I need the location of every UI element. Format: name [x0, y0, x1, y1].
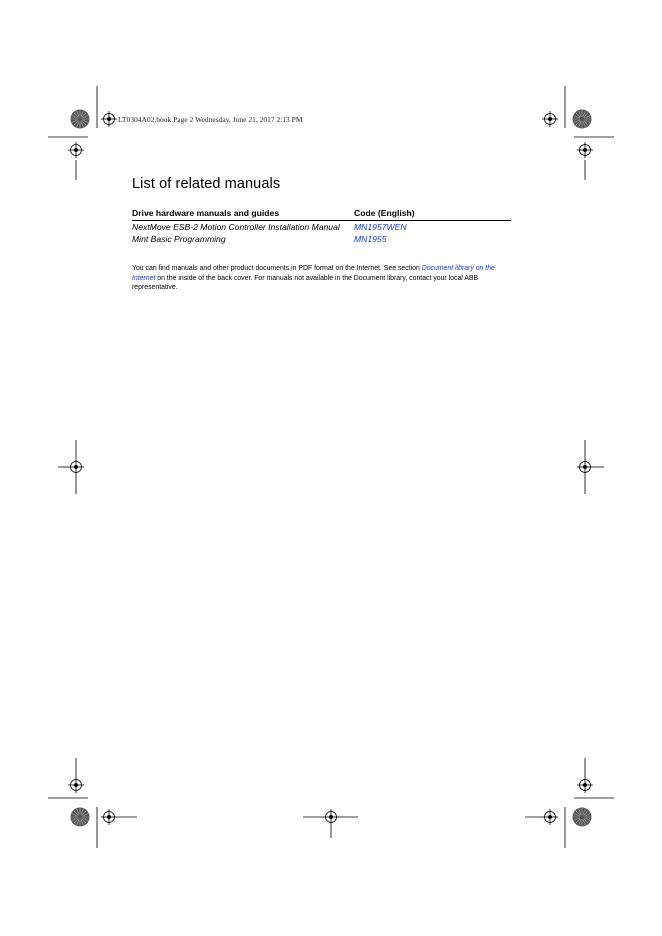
registration-crosshair	[68, 459, 84, 475]
registration-crosshair	[577, 459, 593, 475]
color-registration-mark	[71, 110, 90, 129]
document-library-link[interactable]: Document library on the Internet	[132, 265, 495, 282]
registration-crosshair	[577, 142, 593, 158]
registration-crosshair	[101, 111, 117, 127]
registration-crosshair	[577, 777, 593, 793]
note-text-after: on the inside of the back cover. For manuals not available in the Document library, contact your local ABB representative.	[132, 274, 479, 291]
registration-crosshair	[542, 111, 558, 127]
manual-code-link[interactable]: MN1955	[354, 234, 387, 244]
manual-code-link[interactable]: MN1957WEN	[354, 222, 407, 232]
crop-mark	[48, 86, 97, 137]
column-header-manual: Drive hardware manuals and guides	[132, 208, 354, 221]
registration-crosshair	[542, 809, 558, 825]
note-text-before: You can find manuals and other product documents in PDF format on the Internet. See section	[132, 265, 422, 272]
color-registration-mark	[71, 808, 90, 827]
color-registration-mark	[573, 110, 592, 129]
registration-crosshair	[68, 142, 84, 158]
color-registration-mark	[573, 808, 592, 827]
crop-mark	[565, 798, 614, 848]
registration-crosshair	[323, 809, 339, 825]
manual-title: Mint Basic Programming	[132, 234, 226, 244]
crop-mark	[565, 86, 614, 137]
crop-mark	[48, 798, 97, 848]
registration-crosshair	[101, 809, 117, 825]
column-header-code: Code (English)	[354, 208, 511, 221]
manual-title: NextMove ESB-2 Motion Controller Installation Manual	[132, 222, 340, 232]
page-title: List of related manuals	[132, 176, 281, 192]
print-header-info: LT0304A02.book Page 2 Wednesday, June 21, 2017 2:13 PM	[118, 115, 303, 124]
registration-crosshair	[68, 777, 84, 793]
